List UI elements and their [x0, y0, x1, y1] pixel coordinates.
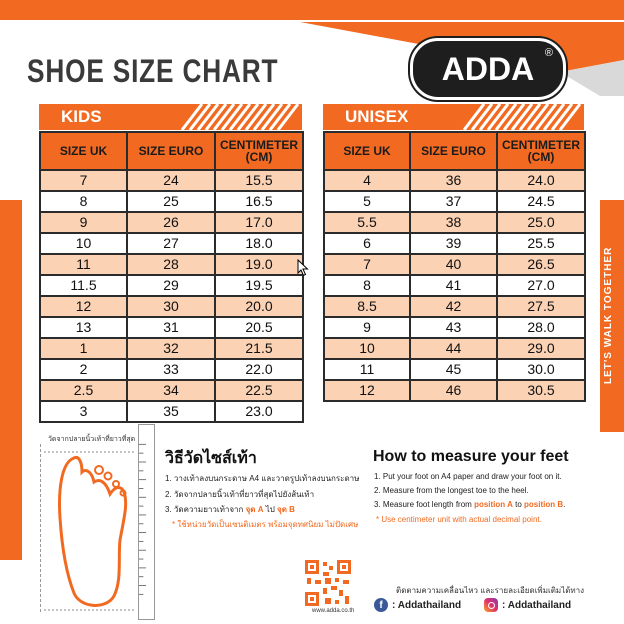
cell-size-uk: 8 — [324, 275, 410, 296]
english-step-3 — [374, 500, 565, 509]
cell-size-euro: 33 — [127, 359, 215, 380]
facebook-icon: f — [374, 598, 388, 612]
table-row — [40, 170, 303, 191]
cell-size-euro: 30 — [127, 296, 215, 317]
cell-centimeter: 22.5 — [215, 380, 303, 401]
cell-centimeter: 17.0 — [215, 212, 303, 233]
cell-size-uk: 8 — [40, 191, 127, 212]
thai-step-3-mid: ไป — [263, 505, 278, 514]
cell-centimeter: 27.0 — [497, 275, 585, 296]
thai-step-1: 1. วางเท้าลงบนกระดาษ A4 และวาดรูปเท้าลงบนกระดาษ — [165, 474, 360, 483]
cell-size-uk: 3 — [40, 401, 127, 422]
unisex-table-body — [324, 170, 585, 401]
slogan-vertical: LET'S WALK TOGETHER — [603, 246, 614, 384]
english-step-3-mid: to — [512, 500, 524, 509]
qr-code-icon[interactable] — [305, 560, 351, 606]
facebook-handle: : Addathailand — [392, 599, 462, 611]
cell-centimeter: 18.0 — [215, 233, 303, 254]
cell-size-euro: 32 — [127, 338, 215, 359]
unisex-table-header-band — [323, 104, 584, 130]
thai-instructions-title: วิธีวัดไซส์เท้า — [165, 450, 257, 467]
table-row — [324, 212, 585, 233]
cell-size-uk: 2.5 — [40, 380, 127, 401]
adda-logo — [410, 38, 566, 100]
cell-size-uk: 10 — [40, 233, 127, 254]
point-a-label: จุด A — [245, 505, 264, 514]
cell-centimeter: 25.5 — [497, 233, 585, 254]
cell-centimeter: 29.0 — [497, 338, 585, 359]
cell-size-uk: 11 — [40, 254, 127, 275]
foot-outline-icon — [44, 448, 136, 614]
instagram-link[interactable] — [484, 598, 571, 612]
left-accent-stripe — [0, 200, 22, 560]
cell-centimeter: 25.0 — [497, 212, 585, 233]
cell-size-uk: 12 — [324, 380, 410, 401]
table-row — [40, 212, 303, 233]
cell-centimeter: 24.0 — [497, 170, 585, 191]
cell-size-euro: 40 — [410, 254, 497, 275]
table-row — [324, 170, 585, 191]
cell-size-euro: 29 — [127, 275, 215, 296]
col-header-centimeter: CENTIMETER (CM) — [215, 132, 303, 170]
table-row — [324, 317, 585, 338]
position-a-label: position A — [474, 500, 513, 509]
col-header-size-euro: SIZE EURO — [410, 132, 497, 170]
cell-size-euro: 46 — [410, 380, 497, 401]
english-step-3-end: . — [563, 500, 566, 509]
follow-us-text: ติดตามความเคลื่อนไหว และรายละเอียดเพิ่มเติมได้ทาง — [396, 586, 585, 595]
cell-centimeter: 16.5 — [215, 191, 303, 212]
col-header-centimeter: CENTIMETER (CM) — [497, 132, 585, 170]
table-row — [324, 380, 585, 401]
cell-size-euro: 24 — [127, 170, 215, 191]
instagram-handle: : Addathailand — [502, 599, 572, 611]
cell-centimeter: 27.5 — [497, 296, 585, 317]
english-step-2: 2. Measure from the longest toe to the heel. — [374, 486, 529, 495]
table-row — [40, 275, 303, 296]
col-header-size-euro: SIZE EURO — [127, 132, 215, 170]
cell-size-euro: 35 — [127, 401, 215, 422]
website-caption: www.adda.co.th — [312, 608, 355, 614]
cell-size-uk: 5.5 — [324, 212, 410, 233]
thai-step-3-text: 3. วัดความยาวเท้าจาก — [165, 505, 246, 514]
cell-centimeter: 22.0 — [215, 359, 303, 380]
table-row — [40, 401, 303, 422]
table-row — [40, 233, 303, 254]
cell-centimeter: 15.5 — [215, 170, 303, 191]
cell-size-euro: 39 — [410, 233, 497, 254]
cell-size-uk: 5 — [324, 191, 410, 212]
table-row — [324, 233, 585, 254]
english-step-1: 1. Put your foot on A4 paper and draw your foot on it. — [374, 472, 562, 481]
stripe-decoration — [172, 104, 302, 130]
cell-size-uk: 7 — [40, 170, 127, 191]
cell-centimeter: 19.5 — [215, 275, 303, 296]
cell-size-uk: 9 — [40, 212, 127, 233]
cell-size-euro: 38 — [410, 212, 497, 233]
table-row — [324, 254, 585, 275]
cell-centimeter: 26.5 — [497, 254, 585, 275]
english-step-3-text: 3. Measure foot length from — [374, 500, 475, 509]
ruler-icon — [138, 424, 155, 620]
table-row — [324, 275, 585, 296]
cell-size-uk: 11 — [324, 359, 410, 380]
table-row — [324, 296, 585, 317]
cell-size-euro: 26 — [127, 212, 215, 233]
cell-centimeter: 30.0 — [497, 359, 585, 380]
cell-centimeter: 20.5 — [215, 317, 303, 338]
cell-size-euro: 42 — [410, 296, 497, 317]
table-row — [40, 296, 303, 317]
stripe-decoration — [454, 104, 584, 130]
thai-step-3 — [165, 503, 295, 516]
cell-size-uk: 8.5 — [324, 296, 410, 317]
table-row — [40, 380, 303, 401]
cell-size-euro: 28 — [127, 254, 215, 275]
cell-size-uk: 10 — [324, 338, 410, 359]
cell-size-euro: 45 — [410, 359, 497, 380]
point-b-label: จุด B — [277, 505, 295, 514]
cell-size-uk: 9 — [324, 317, 410, 338]
table-row — [40, 254, 303, 275]
cell-centimeter: 20.0 — [215, 296, 303, 317]
cell-size-uk: 6 — [324, 233, 410, 254]
kids-table-body — [40, 170, 303, 422]
col-header-size-uk: SIZE UK — [40, 132, 127, 170]
table-row — [40, 317, 303, 338]
col-header-size-uk: SIZE UK — [324, 132, 410, 170]
cell-size-uk: 12 — [40, 296, 127, 317]
thai-note: * ใช้หน่วยวัดเป็นเซนติเมตร พร้อมจุดทศนิยม ไม่ปัดเศษ — [172, 520, 359, 529]
cell-centimeter: 28.0 — [497, 317, 585, 338]
page-title: SHOE SIZE CHART — [27, 53, 279, 89]
kids-table-header-band — [39, 104, 302, 130]
english-note: * Use centimeter unit with actual decimal point. — [376, 515, 542, 524]
kids-label: KIDS — [61, 107, 102, 126]
cell-centimeter: 24.5 — [497, 191, 585, 212]
mouse-cursor-icon — [297, 259, 309, 277]
table-row — [40, 359, 303, 380]
position-b-label: position B — [524, 500, 564, 509]
cell-size-euro: 41 — [410, 275, 497, 296]
cell-size-euro: 31 — [127, 317, 215, 338]
thai-step-2: 2. วัดจากปลายนิ้วเท้าที่ยาวที่สุดไปยังส้นเท้า — [165, 490, 315, 499]
cell-size-uk: 7 — [324, 254, 410, 275]
table-row — [324, 338, 585, 359]
table-row — [324, 359, 585, 380]
cell-centimeter: 21.5 — [215, 338, 303, 359]
cell-size-euro: 34 — [127, 380, 215, 401]
cell-size-uk: 1 — [40, 338, 127, 359]
cell-centimeter: 23.0 — [215, 401, 303, 422]
cell-centimeter: 19.0 — [215, 254, 303, 275]
logo-text: ADDA — [441, 50, 535, 87]
cell-size-uk: 4 — [324, 170, 410, 191]
table-row — [324, 191, 585, 212]
table-row — [40, 338, 303, 359]
cell-size-uk: 11.5 — [40, 275, 127, 296]
cell-size-euro: 36 — [410, 170, 497, 191]
unisex-size-table — [323, 131, 586, 402]
unisex-label: UNISEX — [345, 107, 409, 126]
kids-size-table — [39, 131, 304, 423]
how-to-measure-title: How to measure your feet — [373, 448, 569, 465]
measure-caption: วัดจากปลายนิ้วเท้าที่ยาวที่สุด — [48, 436, 136, 443]
cell-size-euro: 37 — [410, 191, 497, 212]
cell-size-euro: 43 — [410, 317, 497, 338]
cell-size-euro: 44 — [410, 338, 497, 359]
cell-size-uk: 13 — [40, 317, 127, 338]
instagram-icon — [484, 598, 498, 612]
cell-centimeter: 30.5 — [497, 380, 585, 401]
cell-size-uk: 2 — [40, 359, 127, 380]
cell-size-euro: 27 — [127, 233, 215, 254]
table-row — [40, 191, 303, 212]
registered-mark: ® — [544, 47, 553, 59]
facebook-link[interactable] — [374, 598, 461, 612]
cell-size-euro: 25 — [127, 191, 215, 212]
